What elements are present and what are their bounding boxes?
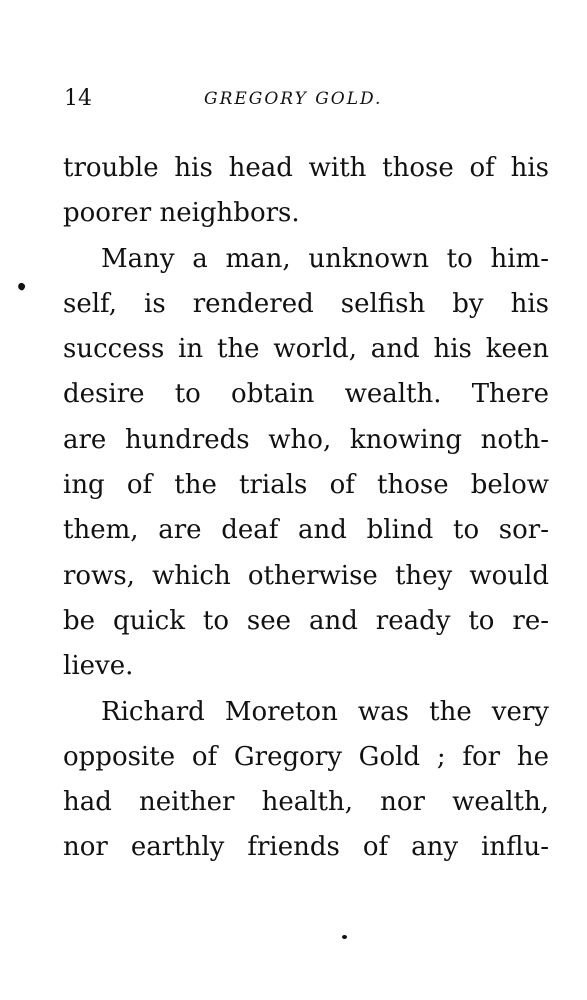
text-line: rows, which otherwise they would: [63, 560, 549, 591]
text-line: be quick to see and ready to re-: [63, 605, 549, 636]
text-line: are hundreds who, knowing noth-: [63, 424, 549, 455]
text-line: lieve.: [63, 651, 134, 682]
text-line: ing of the trials of those below: [63, 470, 549, 501]
text-line: opposite of Gregory Gold ; for he: [63, 741, 549, 772]
text-line: them, are deaf and blind to sor-: [63, 515, 549, 546]
text-line: Richard Moreton was the very: [101, 696, 549, 727]
text-line: desire to obtain wealth. There: [63, 379, 549, 410]
text-line: self, is rendered selfish by his: [63, 288, 549, 319]
body-text: [63, 146, 549, 871]
page-header: [64, 84, 554, 114]
running-title: GREGORY GOLD.: [204, 89, 383, 109]
ink-speck: [17, 282, 27, 292]
text-line: Many a man, unknown to him-: [101, 243, 549, 274]
text-line: nor earthly friends of any influ-: [63, 832, 549, 863]
text-line: trouble his head with those of his: [63, 153, 549, 183]
ink-speck: [342, 935, 347, 939]
text-line: had neither health, nor wealth,: [63, 787, 549, 818]
text-line: poorer neighbors.: [63, 198, 300, 229]
text-line: success in the world, and his keen: [63, 334, 549, 365]
page-number: 14: [64, 86, 92, 111]
